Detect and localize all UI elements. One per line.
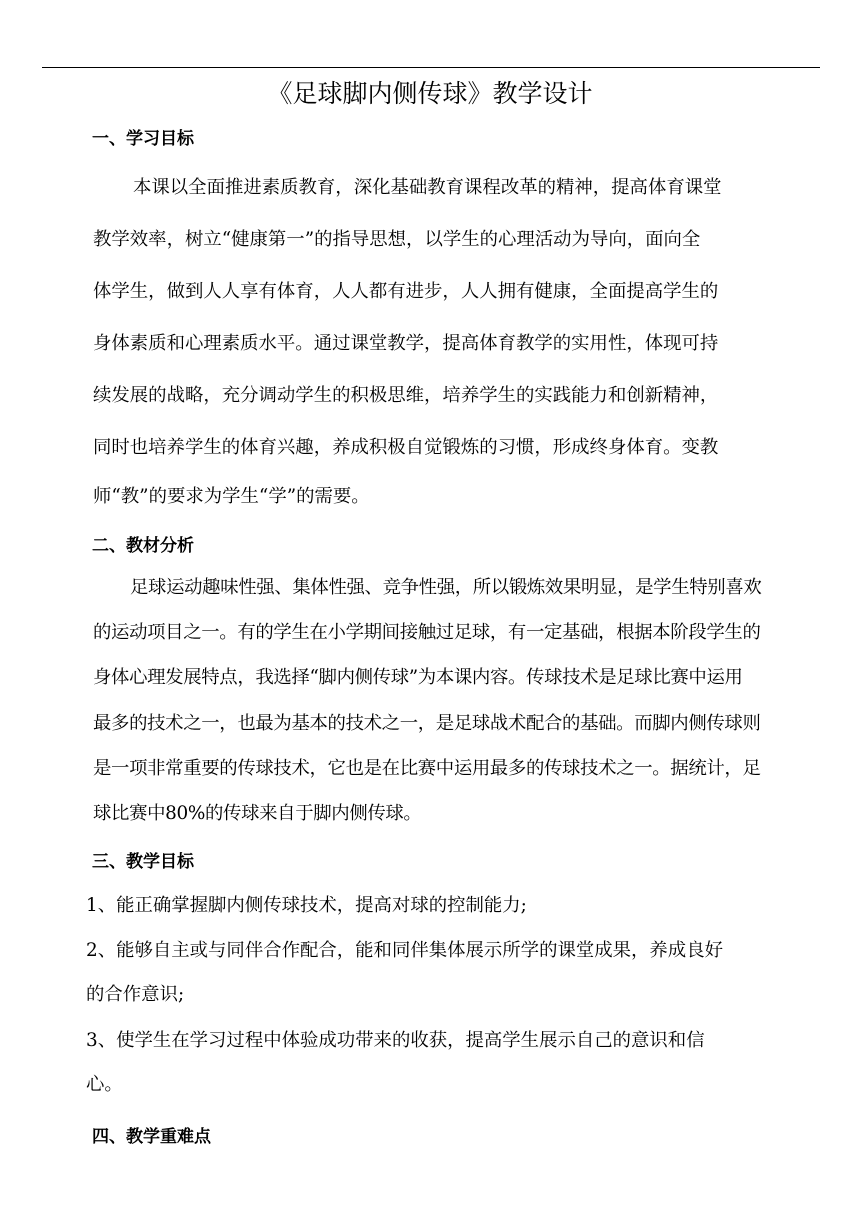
paragraph-line: 同时也培养学生的体育兴趣，养成积极自觉锻炼的习惯，形成终身体育。变教	[93, 437, 719, 458]
page-title: 《足球脚内侧传球》教学设计	[267, 79, 593, 108]
paragraph-line: 体学生，做到人人享有体育，人人都有进步，人人拥有健康，全面提高学生的	[93, 281, 719, 302]
section-heading-material-analysis: 二、教材分析	[92, 536, 194, 556]
paragraph-line: 续发展的战略，充分调动学生的积极思维，培养学生的实践能力和创新精神，	[93, 385, 719, 406]
section-heading-teaching-goals: 三、教学目标	[92, 852, 194, 872]
paragraph-line: 教学效率，树立“健康第一”的指导思想，以学生的心理活动为导向，面向全	[93, 229, 701, 250]
section-heading-key-points: 四、教学重难点	[92, 1127, 211, 1147]
section-heading-objectives: 一、学习目标	[92, 129, 194, 149]
paragraph-line: 身体心理发展特点，我选择“脚内侧传球”为本课内容。传球技术是足球比赛中运用	[93, 667, 743, 688]
paragraph-line: 的运动项目之一。有的学生在小学期间接触过足球，有一定基础，根据本阶段学生的	[93, 622, 761, 643]
paragraph-line: 最多的技术之一，也最为基本的技术之一，是足球战术配合的基础。而脚内侧传球则	[93, 713, 761, 734]
list-item-continuation: 心。	[86, 1074, 123, 1095]
paragraph-line: 球比赛中80%的传球来自于脚内侧传球。	[93, 803, 422, 824]
list-item: 1、能正确掌握脚内侧传球技术，提高对球的控制能力;	[86, 895, 527, 916]
list-item-continuation: 的合作意识;	[86, 984, 185, 1005]
paragraph-line: 师“教”的要求为学生“学”的需要。	[93, 486, 370, 507]
list-item: 3、使学生在学习过程中体验成功带来的收获，提高学生展示自己的意识和信	[86, 1030, 705, 1051]
paragraph-line: 足球运动趣味性强、集体性强、竞争性强，所以锻炼效果明显，是学生特别喜欢	[130, 577, 762, 598]
header-rule	[42, 67, 820, 68]
paragraph-line: 身体素质和心理素质水平。通过课堂教学，提高体育教学的实用性，体现可持	[93, 333, 719, 354]
list-item: 2、能够自主或与同伴合作配合，能和同伴集体展示所学的课堂成果，养成良好	[86, 940, 723, 961]
paragraph-line: 本课以全面推进素质教育，深化基础教育课程改革的精神，提高体育课堂	[133, 177, 722, 198]
paragraph-line: 是一项非常重要的传球技术，它也是在比赛中运用最多的传球技术之一。据统计，足	[93, 758, 761, 779]
